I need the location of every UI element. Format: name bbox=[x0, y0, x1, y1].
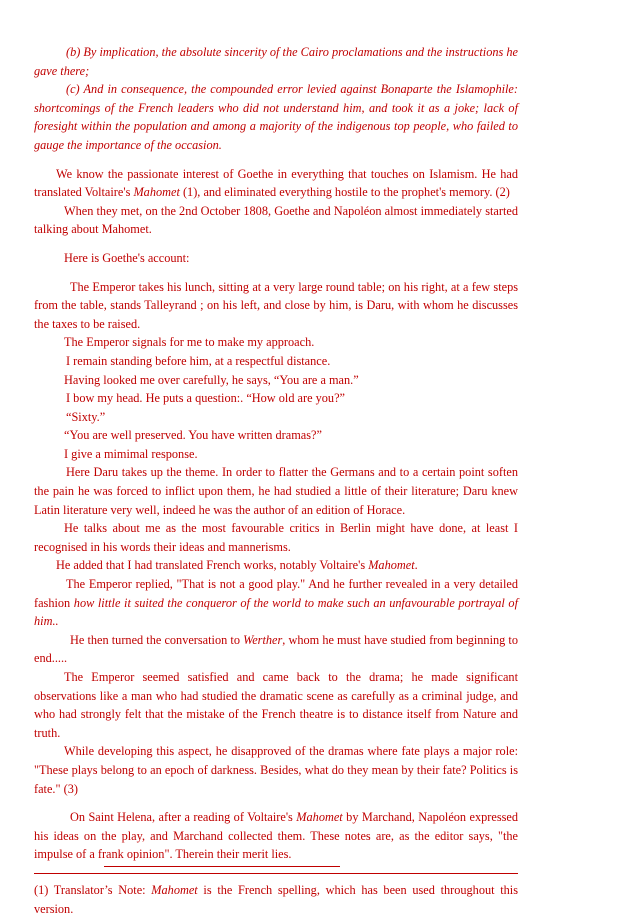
footnote-1 bbox=[34, 881, 518, 918]
account-line-6: “Sixty.” bbox=[66, 409, 106, 424]
section-separator bbox=[104, 866, 340, 867]
account-line-9: Here Daru takes up the theme. In order to flatter the Germans and to a certain point soften the pain he was forced to inflict upon them, he had studied a little of their literature; Daru knew Latin literature very well, indeed he was the author of an edition of Horace. bbox=[34, 465, 518, 517]
saint-helena-text-b: by Marchand, Napoléon expressed his ideas on the play, and Marchand collected them. These notes are, as the editor says, "the impulse of a frank opinion". Therein their merit lies. bbox=[34, 810, 518, 862]
footnote-1-text-a: (1) Translator’s Note: bbox=[34, 882, 152, 897]
account-line-12-italic: how little it suited the conqueror of the world to make such an unfavourable portrayal of him.. bbox=[34, 595, 518, 629]
account-line-13-text-b: , whom he must have studied from beginning to end..... bbox=[34, 632, 518, 666]
account-line-10: He talks about me as the most favourable critics in Berlin might have done, at least I recognised in his words their ideas and mannerisms. bbox=[34, 521, 518, 554]
account-line-13 bbox=[34, 631, 518, 668]
account-line-5: I bow my head. He puts a question:. “How old are you?” bbox=[66, 391, 345, 406]
account-line-4: Having looked me over carefully, he says, “You are a man.” bbox=[64, 372, 359, 387]
account-line-11-title: Mahomet bbox=[368, 558, 415, 573]
footnote-1-title: Mahomet bbox=[151, 882, 198, 897]
intro-text-a: We know the passionate interest of Goethe in everything that touches on Islamism. He had translated Voltaire's bbox=[34, 166, 518, 200]
intro-paragraph-goethe bbox=[34, 165, 518, 202]
footnote-1-text-b: is the French spelling, which has been used throughout this version. bbox=[34, 882, 518, 916]
account-line-12-text: The Emperor replied, "That is not a good play." And he further revealed in a very detailed fashion bbox=[34, 577, 518, 610]
intro-paragraph-meeting: When they met, on the 2nd October 1808, Goethe and Napoléon almost immediately started talking about Mahomet. bbox=[34, 203, 518, 237]
account-line-12 bbox=[34, 575, 518, 631]
account-line-2: The Emperor signals for me to make my approach. bbox=[64, 335, 315, 350]
document-body bbox=[34, 43, 518, 918]
account-line-11 bbox=[34, 556, 518, 575]
point-c: (c) And in consequence, the compounded error levied against Bonaparte the Islamophile: shortcomings of the French leaders who did not understand him, and took it as a joke; lack of foresight within the population and among a majority of the indigenous top people, who failed to gauge the importance of the occasion. bbox=[34, 82, 518, 152]
account-line-7: “You are well preserved. You have written dramas?” bbox=[64, 428, 322, 443]
account-line-13-text-a: He then turned the conversation to bbox=[70, 632, 244, 647]
intro-title-mahomet: Mahomet bbox=[133, 185, 180, 200]
saint-helena-title: Mahomet bbox=[296, 810, 343, 825]
saint-helena-text-a: On Saint Helena, after a reading of Voltaire's bbox=[70, 810, 297, 825]
account-line-15: While developing this aspect, he disapproved of the dramas where fate plays a major role: "These plays belong to an epoch of darkness. Besides, what do they mean by their fate? Politics is fate." (3) bbox=[34, 744, 518, 796]
account-line-11-text-a: He added that I had translated French works, notably Voltaire's bbox=[56, 558, 369, 573]
account-line-1: The Emperor takes his lunch, sitting at a very large round table; on his right, at a few steps from the table, stands Talleyrand ; on his left, and close by him, is Daru, with whom he discusses the taxes to be raised. bbox=[34, 279, 518, 331]
account-line-11-text-b: . bbox=[414, 558, 418, 573]
account-line-8: I give a mimimal response. bbox=[64, 446, 198, 461]
intro-text-b: (1), and eliminated everything hostile to the prophet's memory. (2) bbox=[179, 185, 510, 200]
account-line-3: I remain standing before him, at a respectful distance. bbox=[66, 353, 331, 368]
point-b: (b) By implication, the absolute sincerity of the Cairo proclamations and the instructions he gave there; bbox=[34, 45, 518, 78]
saint-helena-paragraph bbox=[34, 808, 518, 864]
account-line-13-title: Werther bbox=[243, 632, 283, 647]
footnote-divider bbox=[34, 873, 518, 874]
account-line-14: The Emperor seemed satisfied and came back to the drama; he made significant observations like a man who had studied the dramatic scene as carefully as a criminal judge, and who had strongly felt that the mistake of the French theatre is to distance itself from Nature and truth. bbox=[34, 670, 518, 740]
intro-goethe-account-heading: Here is Goethe's account: bbox=[64, 250, 190, 265]
